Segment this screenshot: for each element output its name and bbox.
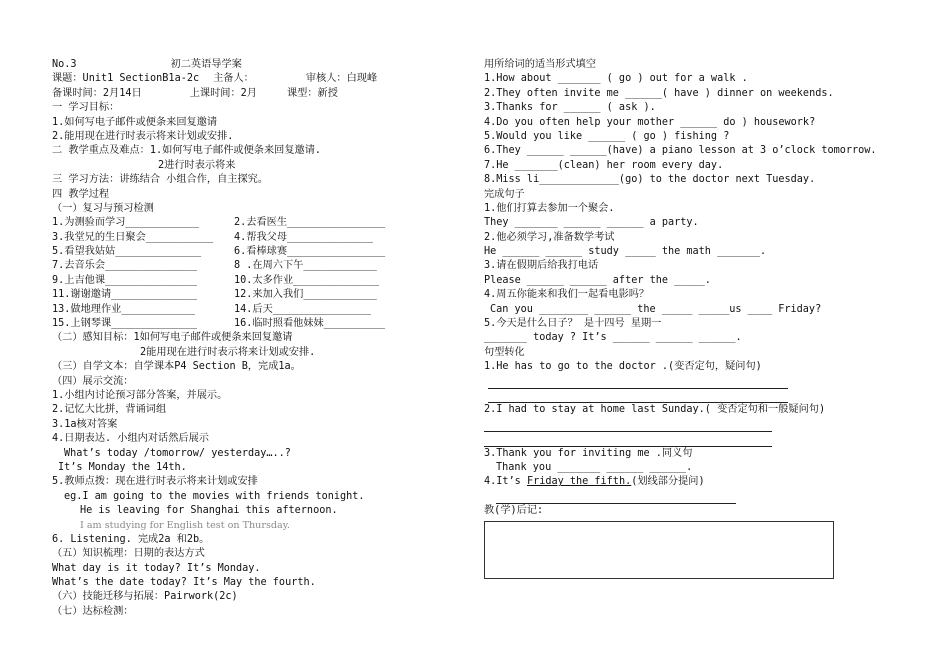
complete-3-en: Please ______ ______ after the _____. <box>484 274 711 286</box>
key-points-2: 2进行时表示将来 <box>158 159 236 171</box>
vocab-item: 9.上吉他课_______________ <box>52 274 198 286</box>
complete-1: 1.他们打算去参加一个聚会. <box>484 202 615 214</box>
vocab-item: 12.来加入我们____________ <box>234 289 377 301</box>
vocab-item: 11.谢谢邀请______________ <box>52 289 198 301</box>
knowledge-1: What day is it today? It’s Monday. <box>52 562 261 574</box>
complete-5-en: _______ today ? It’s ______ ______ ______. <box>484 332 742 344</box>
complete-4: 4.周五你能来和我们一起看电影吗？ <box>484 289 650 301</box>
fill-item: 3.Thanks for ______ ( ask ). <box>484 102 656 114</box>
transform-1: 1.He has to go to the doctor .(变否定句，疑问句) <box>484 361 762 373</box>
answer-line[interactable] <box>488 389 788 403</box>
vocab-row <box>52 259 462 273</box>
answer-line[interactable] <box>488 375 788 389</box>
vocab-row <box>52 317 462 331</box>
answer-line[interactable] <box>496 490 736 504</box>
vocab-row <box>52 216 462 230</box>
study-method: 三 学习方法：讲练结合 小组合作，自主探究。 <box>52 174 269 186</box>
vocab-item: 3.我堂兄的生日聚会___________ <box>52 231 214 243</box>
fill-item: 4.Do you often help your mother ______ do ) housework? <box>484 116 816 128</box>
vocab-row <box>52 274 462 288</box>
self-study: （三）自学文本：自学课本P4 Section B，完成1a。 <box>52 361 301 373</box>
fill-item: 8.Miss li_____________(go) to the doctor next Tuesday. <box>484 174 816 186</box>
perceive-goal-1: （二）感知目标：1如何写电子邮件或便条来回复邀请 <box>52 332 293 344</box>
vocab-item: 6.看棒球赛________________ <box>234 246 386 258</box>
fill-item: 2.They often invite me ______( have ) dinner on weekends. <box>484 87 834 99</box>
afterword-box[interactable] <box>484 521 834 579</box>
example-2: He is leaving for Shanghai this afternoon. <box>80 505 338 517</box>
show-step-6: 6. Listening. 完成2a 和2b。 <box>52 533 210 545</box>
header-line-1 <box>52 58 462 72</box>
vocab-item: 10.太多作业______________ <box>234 274 380 286</box>
class-time: 上课时间：2月 <box>189 87 257 99</box>
complete-4-en: Can you ________ ______ the _____ _____us ____ Friday? <box>490 303 822 315</box>
doc-number: No.3 <box>52 59 77 70</box>
show-step-1: 1.小组内讨论预习部分答案，并展示。 <box>52 389 228 401</box>
skills-title: （六）技能迁移与拓展：Pairwork(2c) <box>52 591 238 603</box>
right-column <box>484 58 894 519</box>
vocab-row <box>52 303 462 317</box>
check-title: （七）达标检测： <box>52 605 134 617</box>
transform-4-suffix: (划线部分提问) <box>631 476 705 488</box>
transform-3-en: Thank you _______ ______ ______. <box>496 461 693 473</box>
answer-line[interactable] <box>484 432 772 446</box>
transform-title: 句型转化 <box>484 346 525 358</box>
vocab-item: 14.后天________________ <box>234 303 371 315</box>
answer-line[interactable] <box>484 418 772 432</box>
date-answer: It’s Monday the 14th. <box>58 461 187 473</box>
preparer: 主备人： <box>213 73 254 85</box>
vocab-row <box>52 231 462 245</box>
underlined-phrase: Friday the fifth. <box>526 476 632 488</box>
example-1: eg.I am going to the movies with friends tonight. <box>64 490 365 502</box>
vocab-item: 2.去看医生________________ <box>234 217 386 229</box>
vocab-item: 16.临时照看他妹妹__________ <box>234 318 386 330</box>
show-title: （四）展示交流： <box>52 375 134 387</box>
fill-item: 7.He _______(clean) her room every day. <box>484 159 724 171</box>
reviewer: 审核人：白现峰 <box>305 73 378 85</box>
prep-time: 备课时间：2月14日 <box>52 87 142 99</box>
transform-2: 2.I had to stay at home last Sunday.( 变否定句和一般疑问句) <box>484 404 826 416</box>
transform-4-prefix: 4.It’s <box>484 476 527 488</box>
complete-2-en: He ______ ______ study _____ the math _______. <box>484 246 767 258</box>
fill-title: 用所给词的适当形式填空 <box>484 59 597 70</box>
topic: 课题：Unit1 SectionB1a-2c <box>52 73 200 85</box>
vocab-item: 1.为测验而学习____________ <box>52 217 199 229</box>
show-step-3: 3.1a核对答案 <box>52 418 118 430</box>
complete-2: 2.他必须学习,准备数学考试 <box>484 231 615 243</box>
review-title: （一）复习与预习检测 <box>52 202 154 214</box>
vocab-item: 7.去音乐会_______________ <box>52 260 198 272</box>
goals-title: 一 学习目标： <box>52 102 120 114</box>
complete-1-en: They _______ ______ ______ a party. <box>484 217 699 229</box>
transform-4 <box>484 475 894 489</box>
show-step-2: 2.记忆大比拼，背诵词组 <box>52 404 167 416</box>
show-step-4: 4.日期表达. 小组内对话然后展示 <box>52 433 209 445</box>
transform-3: 3.Thank you for inviting me .同义句 <box>484 447 693 459</box>
date-question: What’s today /tomorrow/ yesterday…..? <box>64 447 291 459</box>
complete-5: 5.今天是什么日子？ 是十四号 星期一 <box>484 318 662 330</box>
left-column <box>52 58 462 619</box>
complete-title: 完成句子 <box>484 188 525 200</box>
fill-item: 1.How about _______ ( go ) out for a walk . <box>484 73 748 85</box>
example-3: I am studying for English test on Thursday. <box>80 519 290 531</box>
fill-item: 5.Would you like ______ ( go ) fishing ? <box>484 130 730 142</box>
vocab-item: 4.帮我父母______________ <box>234 231 373 243</box>
complete-3: 3.请在假期后给我打电话 <box>484 260 599 272</box>
knowledge-title: （五）知识梳理：日期的表达方式 <box>52 548 205 560</box>
vocab-item: 13.做地理作业____________ <box>52 303 195 315</box>
header-line-3 <box>52 87 462 101</box>
afterword-label: 教(学)后记: <box>484 505 544 517</box>
header-line-2 <box>52 72 462 86</box>
vocab-row <box>52 288 462 302</box>
goal-2: 2.能用现在进行时表示将来计划或安排. <box>52 130 234 142</box>
key-points-1: 二 教学重点及难点：1.如何写电子邮件或便条来回复邀请. <box>52 145 322 157</box>
vocab-item: 8 .在周六下午____________ <box>234 260 377 272</box>
show-step-5: 5.教师点拨：现在进行时表示将来计划或安排 <box>52 476 258 488</box>
vocab-item: 15.上钢琴课______________ <box>52 318 198 330</box>
vocab-item: 5.看望我姑姑______________ <box>52 246 202 258</box>
fill-item: 6.They ______ ______(have) a piano lesson at 3 o’clock tomorrow. <box>484 145 877 157</box>
lesson-type: 课型：新授 <box>286 87 338 99</box>
doc-title: 初二英语导学案 <box>170 59 242 70</box>
knowledge-2: What’s the date today? It’s May the fourth. <box>52 577 316 589</box>
goal-1: 1.如何写电子邮件或便条来回复邀请 <box>52 116 218 128</box>
process-title: 四 教学过程 <box>52 188 110 200</box>
vocab-row <box>52 245 462 259</box>
perceive-goal-2: 2能用现在进行时表示将来计划或安排. <box>140 346 316 358</box>
